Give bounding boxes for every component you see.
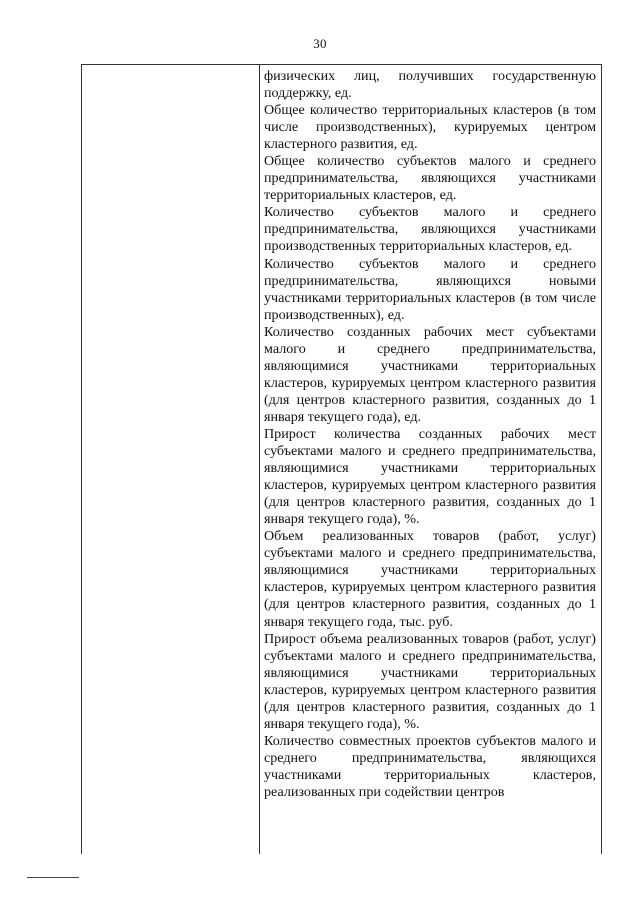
indicator-table	[81, 64, 602, 854]
right-cell	[264, 68, 596, 801]
indicator-paragraph: Количество совместных проектов субъектов малого и среднего предпринимательства, являющихся участниками территориальных кластеров, реализованных при содействии центров	[264, 732, 596, 800]
indicator-paragraph: Прирост количества созданных рабочих мест субъектами малого и среднего предпринимательства, являющимися участниками территориальных кластеров, курируемых центром кластерного развития (для центров кластерного развития, созданных до 1 января текущего года), %.	[264, 425, 596, 528]
indicator-paragraph: Количество созданных рабочих мест субъектами малого и среднего предпринимательства, являющимися участниками территориальных кластеров, курируемых центром кластерного развития (для центров кластерного развития, созданных до 1 января текущего года), ед.	[264, 323, 596, 425]
indicator-paragraph: Количество субъектов малого и среднего предпринимательства, являющихся новыми участниками территориальных кластеров (в том числе производственных), ед.	[264, 255, 596, 323]
indicator-paragraph: Объем реализованных товаров (работ, услуг) субъектами малого и среднего предпринимательства, являющимися участниками территориальных кластеров, курируемых центром кластерного развития (для центров кластерного развития, созданных до 1 января текущего года, тыс. руб.	[264, 528, 596, 630]
column-divider	[259, 65, 260, 854]
page-number: 30	[313, 36, 327, 51]
indicator-paragraph: Общее количество субъектов малого и среднего предпринимательства, являющихся участниками территориальных кластеров, ед.	[264, 153, 596, 204]
footnote-separator	[27, 877, 79, 878]
indicator-paragraph: Количество субъектов малого и среднего предпринимательства, являющихся участниками производственных территориальных кластеров, ед.	[264, 204, 596, 255]
indicator-paragraph: Общее количество территориальных кластеров (в том числе производственных), курируемых центром кластерного развития, ед.	[264, 102, 596, 153]
indicator-paragraph: Прирост объема реализованных товаров (работ, услуг) субъектами малого и среднего предпринимательства, являющимися участниками территориальных кластеров, курируемых центром кластерного развития (для центров кластерного развития, созданных до 1 января текущего года), %.	[264, 630, 596, 732]
indicator-paragraph: физических лиц, получивших государственную поддержку, ед.	[264, 68, 596, 102]
